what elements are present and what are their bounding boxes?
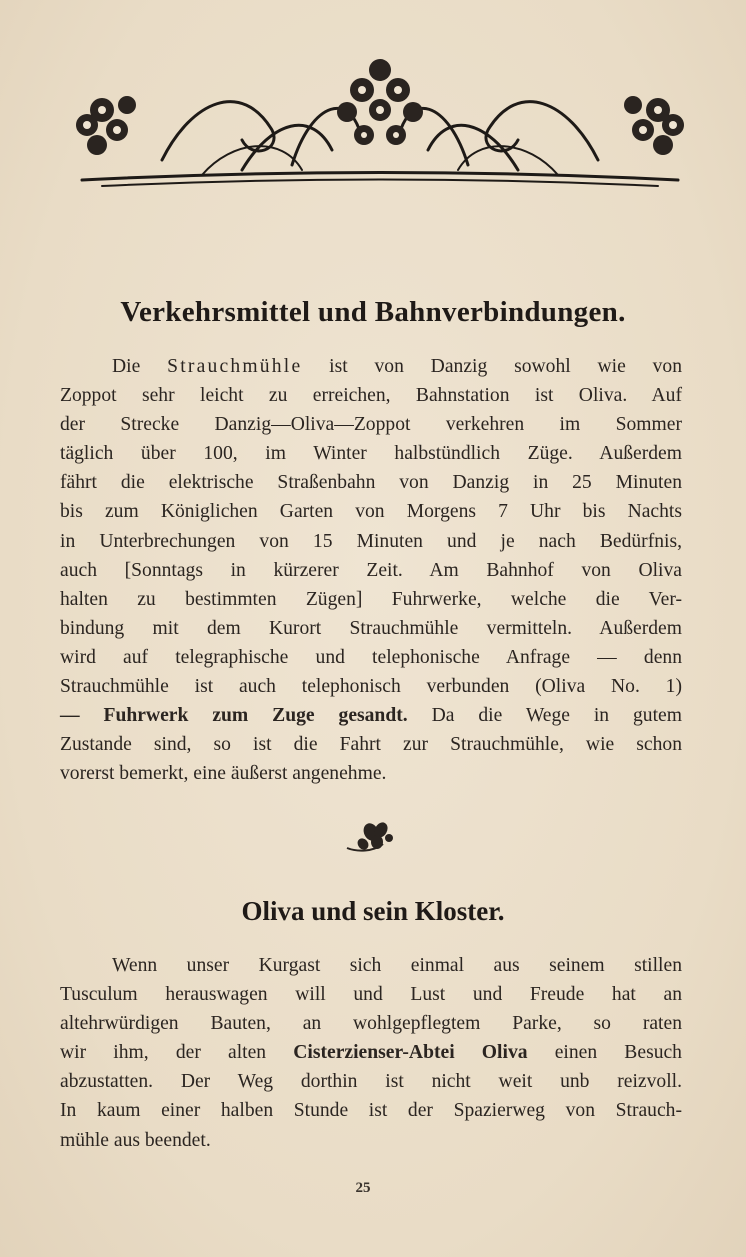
text-line: mühle aus beendet. — [60, 1129, 211, 1151]
text-line: In kaum einer halben Stunde ist der Spazierweg von Strauch- — [60, 1100, 682, 1122]
text-line: täglich über 100, im Winter halbstündlich Züge. Außerdem — [60, 443, 682, 465]
text-line: Zustande sind, so ist die Fahrt zur Strauchmühle, wie schon — [60, 734, 682, 756]
text-line: Wenn unser Kurgast sich einmal aus seinem stillen — [112, 955, 682, 976]
text-line: abzustatten. Der Weg dorthin ist nicht weit unb reizvoll. — [60, 1071, 682, 1093]
text-line: bindung mit dem Kurort Strauchmühle vermitteln. Außerdem — [60, 617, 682, 639]
text-line: altehrwürdigen Bauten, an wohlgepflegtem Parke, so raten — [60, 1013, 682, 1035]
text-line: halten zu bestimmten Zügen] Fuhrwerke, welche die Ver- — [60, 588, 682, 610]
section-heading-oliva: Oliva und sein Kloster. — [241, 896, 505, 926]
text-line: fährt die elektrische Straßenbahn von Danzig in 25 Minuten — [60, 472, 682, 494]
text-line: Strauchmühle ist auch telephonisch verbunden (Oliva No. 1) — [60, 676, 682, 698]
text-line: Tusculum herauswagen will und Lust und Freude hat an — [60, 984, 682, 1006]
text-line: vorerst bemerkt, eine äußerst angenehme. — [60, 763, 387, 785]
text-line: auch [Sonntags in kürzerer Zeit. Am Bahnhof von Oliva — [60, 559, 682, 581]
paragraph-oliva — [60, 951, 682, 1155]
text-line: Die Strauchmühle ist von Danzig sowohl wie von — [112, 356, 682, 377]
text-line: bis zum Königlichen Garten von Morgens 7 Uhr bis Nachts — [60, 501, 682, 523]
floral-ornament-icon — [42, 40, 718, 190]
page-number: 25 — [355, 1180, 371, 1196]
fleuron-icon — [343, 818, 399, 856]
paragraph-transport — [60, 352, 682, 788]
text-line: wir ihm, der alten Cisterzienser-Abtei Oliva einen Besuch — [60, 1042, 682, 1064]
text-line: Zoppot sehr leicht zu erreichen, Bahnstation ist Oliva. Auf — [60, 385, 682, 407]
text-line: — Fuhrwerk zum Zuge gesandt. Da die Wege in gutem — [60, 705, 682, 727]
text-line: wird auf telegraphische und telephonische Anfrage — denn — [60, 646, 682, 668]
section-heading-transport: Verkehrsmittel und Bahnverbindungen. — [120, 296, 626, 328]
text-line: in Unterbrechungen von 15 Minuten und je nach Bedürfnis, — [60, 530, 682, 552]
text-line: der Strecke Danzig—Oliva—Zoppot verkehren im Sommer — [60, 414, 682, 436]
